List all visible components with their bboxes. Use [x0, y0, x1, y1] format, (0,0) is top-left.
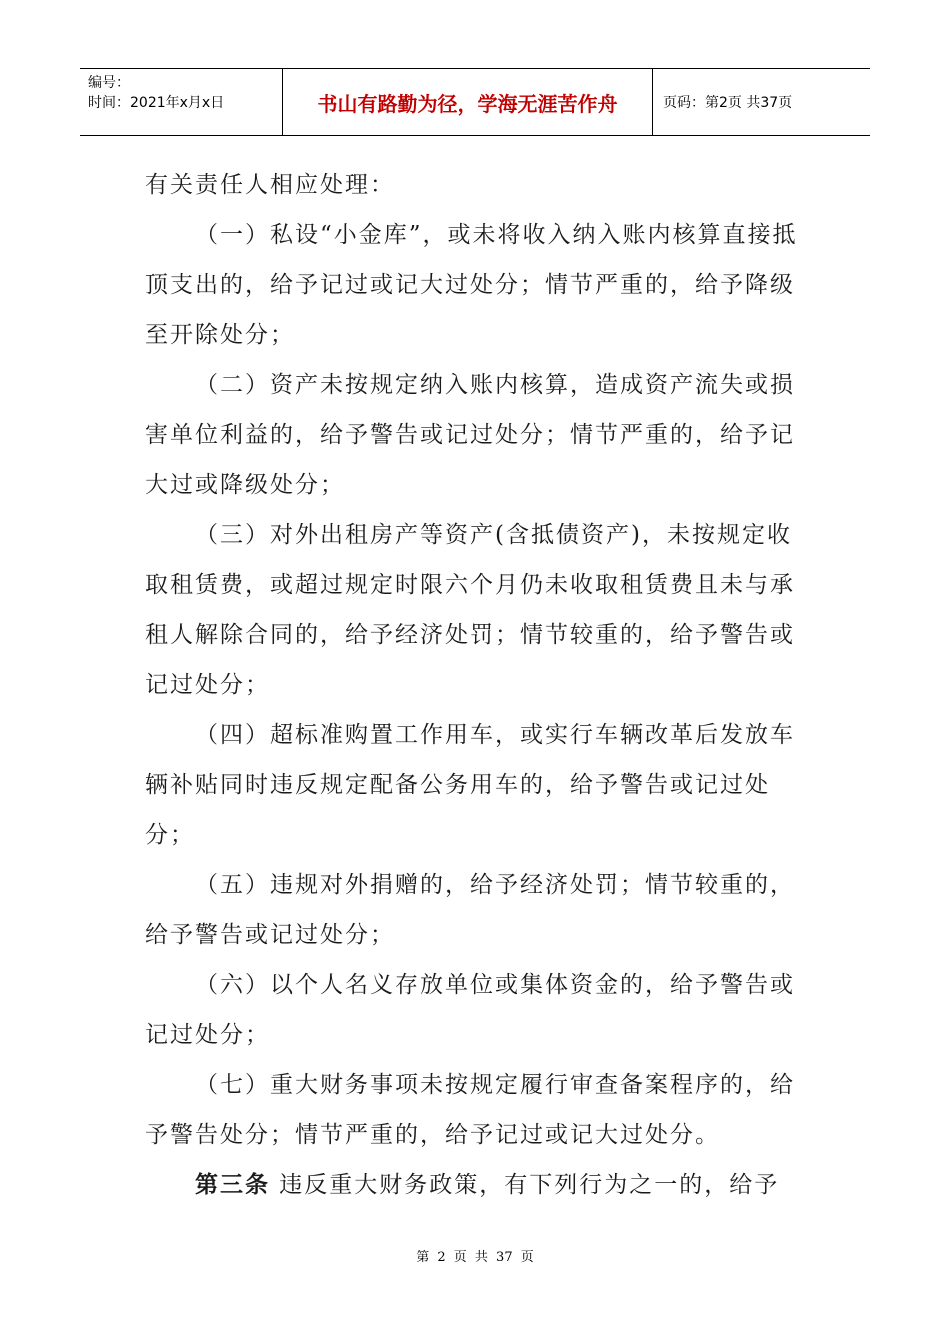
article-number: 第三条 [195, 1172, 270, 1198]
article-text: 违反重大财务政策，有下列行为之一的，给予 [270, 1172, 780, 1198]
article-paragraph [145, 1160, 815, 1210]
body-paragraph: （七）重大财务事项未按规定履行审查备案程序的，给予警告处分；情节严重的，给予记过或记大过处分。 [145, 1072, 795, 1148]
body-paragraph: （一）私设“小金库”，或未将收入纳入账内核算直接抵顶支出的，给予记过或记大过处分；情节严重的，给予降级至开除处分； [145, 222, 798, 348]
body-paragraph: （六）以个人名义存放单位或集体资金的，给予警告或记过处分； [145, 972, 795, 1048]
body-paragraph: （二）资产未按规定纳入账内核算，造成资产流失或损害单位利益的，给予警告或记过处分；情节严重的，给予记大过或降级处分； [145, 372, 795, 498]
header-page-info: 页码：第2页 共37页 [663, 95, 793, 111]
body-paragraph: （五）违规对外捐赠的，给予经济处罚；情节较重的，给予警告或记过处分； [145, 872, 795, 948]
document-number-label: 编号： [88, 75, 130, 91]
header-motto: 书山有路勤为径，学海无涯苦作舟 [283, 69, 653, 135]
header-meta [80, 69, 283, 135]
body-paragraph: （三）对外出租房产等资产(含抵债资产)，未按规定收取租赁费，或超过规定时限六个月仍未收取租赁费且未与承租人解除合同的，给予经济处罚；情节较重的，给予警告或记过处分； [145, 522, 795, 698]
page-header [80, 68, 870, 136]
document-time-label: 时间：2021年x月x日 [88, 95, 225, 111]
page-footer: 第 2 页 共 37 页 [416, 1250, 534, 1265]
body-paragraph: 有关责任人相应处理： [145, 172, 395, 198]
body-paragraph: （四）超标准购置工作用车，或实行车辆改革后发放车辆补贴同时违反规定配备公务用车的，给予警告或记过处分； [145, 722, 795, 848]
document-body [145, 160, 815, 1210]
